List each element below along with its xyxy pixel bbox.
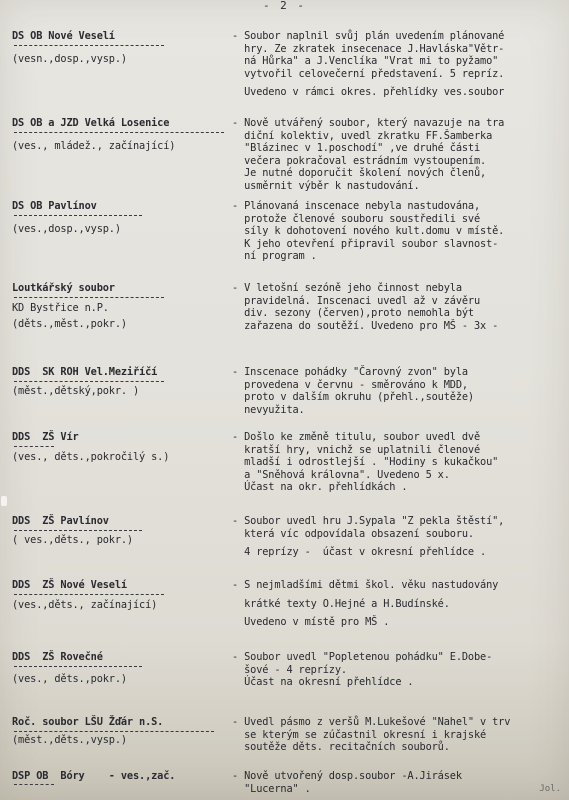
report-line: Uvedeno v místě pro MŠ . <box>232 616 390 628</box>
report-line: soutěže děts. recitačních souborů. <box>232 741 450 753</box>
ensemble-report <box>232 651 567 689</box>
ensemble-category: (měst.,dětský,pokr. ) <box>12 384 140 397</box>
underline <box>14 530 142 531</box>
page-number: - 2 - <box>262 0 307 12</box>
report-line: usměrnit výběr k nastudování. <box>232 179 420 192</box>
report-line: - Nově utvářený soubor, který navazuje na tra <box>232 117 505 129</box>
ensemble-report <box>232 30 567 99</box>
report-line: síly k dohotovení nového kult.domu v místě. <box>232 225 505 237</box>
report-line: Účast na okresní přehlídce . <box>232 676 414 688</box>
ensemble-name: DDS ZŠ Pavlínov <box>12 515 109 527</box>
ensemble-info <box>12 366 230 397</box>
ensemble-category: (ves., mládež., začínající) <box>12 139 176 152</box>
underline <box>14 45 164 46</box>
ensemble-name: DDS ZŠ Nové Veselí <box>12 579 127 591</box>
underline <box>14 731 214 732</box>
report-line: diční kolektiv, uvedl zkratku FF.Šamberka <box>232 129 493 142</box>
ensemble-report <box>232 282 567 332</box>
report-line: "Blázinec v 1.poschodí" ,ve druhé části <box>232 142 481 154</box>
ensemble-info <box>12 651 230 685</box>
ensemble-category: (ves.,dosp.,vysp.) <box>12 222 121 235</box>
ensemble-category: (ves.,děts., začínající) <box>12 598 158 611</box>
underline <box>14 784 54 785</box>
ensemble-category: (ves., děts.,pokročilý s.) <box>12 450 170 463</box>
punch-hole <box>1 496 7 506</box>
report-line: Je nutné doporučit školení nových členů, <box>232 167 487 179</box>
underline <box>14 446 54 447</box>
report-line: a "Sněhová královna". Uvedeno 5 x. <box>232 468 450 481</box>
report-line: - Plánovaná inscenace nebyla nastudována, <box>232 200 481 212</box>
report-line: pravidelná. Inscenaci uvedl až v závěru <box>232 294 481 307</box>
report-line: proto v dalším okruhu (přehl.,soutěže) <box>232 391 474 403</box>
report-line: - Soubor uvedl "Popletenou pohádku" E.Dobe- <box>232 651 493 663</box>
report-line: ní program . <box>232 250 317 262</box>
report-line: - Soubor uvedl hru J.Sypala "Z pekla štěstí", <box>232 515 505 527</box>
report-line: provedena v červnu - směrováno k MDD, <box>232 378 468 391</box>
report-line: "Lucerna" . <box>232 782 311 795</box>
report-line: div. sezony (červen),proto nemohla být <box>232 307 474 319</box>
ensemble-report <box>232 117 567 192</box>
ensemble-info <box>12 117 230 152</box>
report-line: Uvedeno v rámci okres. přehlídky ves.soubor <box>232 86 505 98</box>
underline <box>14 215 142 216</box>
ensemble-info <box>12 282 230 331</box>
ensemble-name: DDS SK ROH Vel.Meziříčí <box>12 366 158 378</box>
report-line: kratší hry, vnichž se uplatnili členové <box>232 443 481 456</box>
report-line: ná Hůrka" a J.Venclíka "Vrat mi to pyžamo" <box>232 55 499 67</box>
report-line: vytvořil celovečerní představení. 5 repríz. <box>232 67 505 80</box>
ensemble-category: (ves., děts.,pokr.) <box>12 672 127 685</box>
underline <box>14 594 164 595</box>
ensemble-name: DS OB a JZD Velká Losenice <box>12 117 170 129</box>
report-line: - Nově utvořený dosp.soubor -A.Jirásek <box>232 770 462 782</box>
ensemble-category: (měst.,děts.,vysp.) <box>12 733 127 746</box>
report-line: krátké texty O.Hejné a H.Budínské. <box>232 597 450 610</box>
ensemble-name: Roč. soubor LŠU Žďár n.S. <box>12 716 164 728</box>
ensemble-affiliation: KD Bystřice n.P. <box>12 301 109 314</box>
report-line: šové - 4 reprízy. <box>232 663 347 676</box>
ensemble-info <box>12 770 230 785</box>
report-line: nevyužita. <box>232 403 305 416</box>
ensemble-report <box>232 579 567 629</box>
report-line: - S nejmladšími dětmi škol. věku nastudovány <box>232 579 499 591</box>
ensemble-info <box>12 30 230 65</box>
underline <box>14 666 142 667</box>
report-line: - Uvedl pásmo z veršů M.Lukešové "Nahel" v trv <box>232 716 511 728</box>
ensemble-report <box>232 515 567 559</box>
ensemble-report <box>232 366 567 416</box>
corner-note: Jol. <box>539 784 561 794</box>
ensemble-category: ( ves.,děts., pokr.) <box>12 533 133 546</box>
report-line: hry. Ze zkratek insecenace J.Havláska"Větr- <box>232 42 505 55</box>
underline <box>14 297 164 298</box>
report-line: - Inscenace pohádky "Čarovný zvon" byla <box>232 366 468 378</box>
underline <box>14 381 164 382</box>
report-line: 4 reprízy - účast v okresní přehlídce . <box>232 546 487 558</box>
report-line: Účast na okr. přehlídkách . <box>232 481 408 493</box>
report-line: zařazena do soutěží. Uvedeno pro MŠ - 3x - <box>232 319 499 332</box>
ensemble-name: Loutkářský soubor <box>12 282 115 294</box>
report-line: protože členové souboru soustředili své <box>232 212 481 225</box>
ensemble-report <box>232 431 567 494</box>
ensemble-info <box>12 716 230 746</box>
ensemble-info <box>12 579 230 611</box>
report-line: večera pokračoval estrádním vystoupením. <box>232 154 487 167</box>
ensemble-category: (vesn.,dosp.,vysp.) <box>12 52 127 65</box>
report-line: mladší i odrostlejší . "Hodiny s kukačkou" <box>232 456 499 468</box>
ensemble-name: DDS ZŠ Rovečné <box>12 651 103 663</box>
ensemble-info <box>12 200 230 235</box>
ensemble-report <box>232 716 567 754</box>
underline <box>14 132 224 133</box>
report-line: se kterým se zúčastnil okresní i krajské <box>232 728 487 741</box>
report-line: - Soubor naplnil svůj plán uvedením plánované <box>232 30 505 42</box>
report-line: která víc odpovídala obsazení souboru. <box>232 527 474 540</box>
report-line: - Došlo ke změně titulu, soubor uvedl dvě <box>232 431 481 443</box>
ensemble-info <box>12 431 230 463</box>
ensemble-name: DS OB Pavlínov <box>12 200 97 212</box>
report-line: - V letošní sezóně jeho činnost nebyla <box>232 282 462 294</box>
ensemble-info <box>12 515 230 546</box>
ensemble-name: DS OB Nové Veselí <box>12 30 115 42</box>
ensemble-report <box>232 770 567 795</box>
report-line: K jeho otevření připravil soubor slavnost- <box>232 237 499 250</box>
ensemble-name: DDS ZŠ Vír <box>12 431 79 443</box>
ensemble-report <box>232 200 567 263</box>
ensemble-category: (děts.,měst.,pokr.) <box>12 318 127 330</box>
ensemble-name: DSP OB Bóry - ves.,zač. <box>12 770 176 782</box>
